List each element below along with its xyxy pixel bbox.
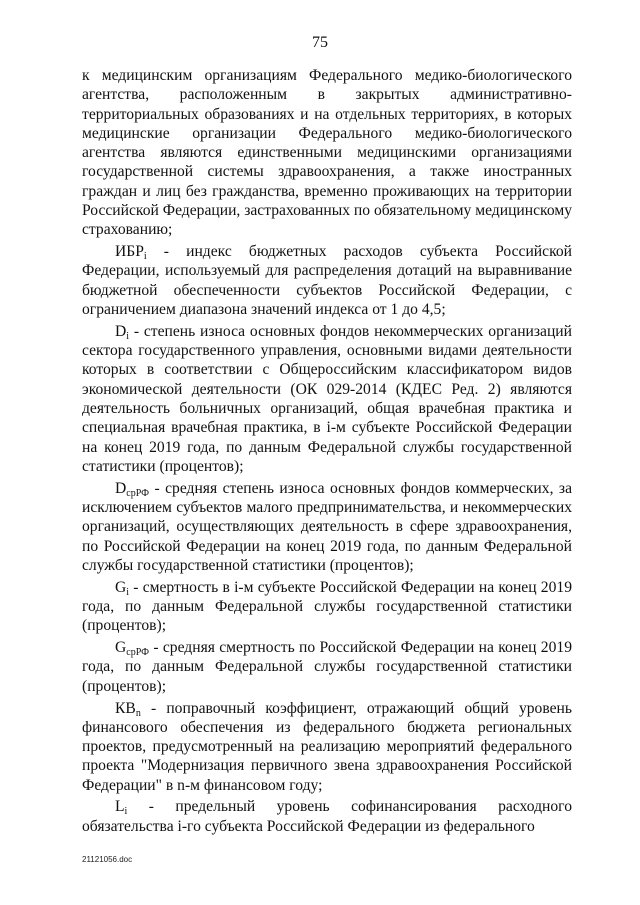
symbol: $D_{срРФ}$	[115, 479, 149, 499]
symbol: $КВ_n$	[115, 699, 141, 719]
symbol-subscript: срРФ	[126, 647, 149, 659]
definition-text: - предельный уровень софинансирования расходного обязательства i-го субъекта Российской Федерации из федерального	[82, 798, 572, 835]
definition-text: - смертность в i-м субъекте Российской Федерации на конец 2019 года, по данным Федеральной службы государственной статистики (процентов);	[82, 578, 572, 635]
definition-dsrrf	[82, 479, 572, 575]
definition-gi	[82, 578, 572, 636]
definition-gsrrf	[82, 638, 572, 696]
definition-di	[82, 322, 572, 476]
symbol-subscript: i	[124, 806, 128, 818]
symbol: $G_i$	[115, 578, 130, 598]
symbol-subscript: срРФ	[126, 487, 149, 499]
symbol: $L_i$	[115, 798, 128, 818]
paragraph-continuation	[82, 66, 572, 240]
document-file-id: 21121056.doc	[82, 855, 133, 864]
definition-kvn	[82, 699, 572, 795]
page-number: 75	[312, 34, 328, 51]
definition-text: - поправочный коэффициент, отражающий общий уровень финансового обеспечения из федерального бюджета региональных проектов, предусмотренный на реализацию мероприятий федерального проекта "Модернизация первичного звена здравоохранения Российской Федерации" в n-м финансовом году;	[82, 699, 572, 794]
document-body	[82, 66, 572, 839]
definition-text: - степень износа основных фондов некоммерческих организаций сектора государственного управления, основными видами деятельности которых в соответствии с Общероссийским классификатором видов экономической деятельности (ОК 029-2014 (КДЕС Ред. 2) являются деятельность больничных организаций, общая врачебная практика и специальная врачебная практика, в i-м субъекте Российской Федерации на конец 2019 года, по данным Федеральной службы государственной статистики (процентов);	[82, 322, 572, 475]
symbol: $D_i$	[115, 322, 130, 342]
definition-ibr	[82, 242, 572, 319]
definition-text: - средняя степень износа основных фондов коммерческих, за исключением субъектов малого предпринимательства, и некоммерческих организаций, осуществляющих деятельность в сфере здравоохранения, по Российской Федерации на конец 2019 года, по данным Федеральной службы государственной статистики (процентов);	[82, 479, 572, 574]
symbol-subscript: i	[143, 251, 147, 263]
symbol: $G_{срРФ}$	[115, 639, 149, 659]
symbol: $ИБР_i$	[115, 243, 147, 263]
symbol-subscript: i	[126, 330, 130, 342]
symbol-subscript: i	[126, 586, 130, 598]
definition-li	[82, 797, 572, 836]
definition-text: - средняя смертность по Российской Федерации на конец 2019 года, по данным Федеральной службы государственной статистики (процентов);	[82, 639, 572, 695]
symbol-subscript: n	[135, 707, 141, 719]
definition-text: - индекс бюджетных расходов субъекта Российской Федерации, используемый для распределения дотаций на выравнивание бюджетной обеспеченности субъектов Российской Федерации, с ограничением диапазона значений индекса от 1 до 4,5;	[82, 243, 572, 319]
paragraph-text: к медицинским организациям Федерального медико-биологического агентства, расположенным в закрытых административно-территориальных образованиях и на отдельных территориях, в которых медицинские организации Федерального медико-биологического агентства являются единственными медицинскими организациями государственной системы здравоохранения, а также иностранных граждан и лиц без гражданства, временно проживающих на территории Российской Федерации, застрахованных по обязательному медицинскому страхованию;	[82, 67, 572, 239]
